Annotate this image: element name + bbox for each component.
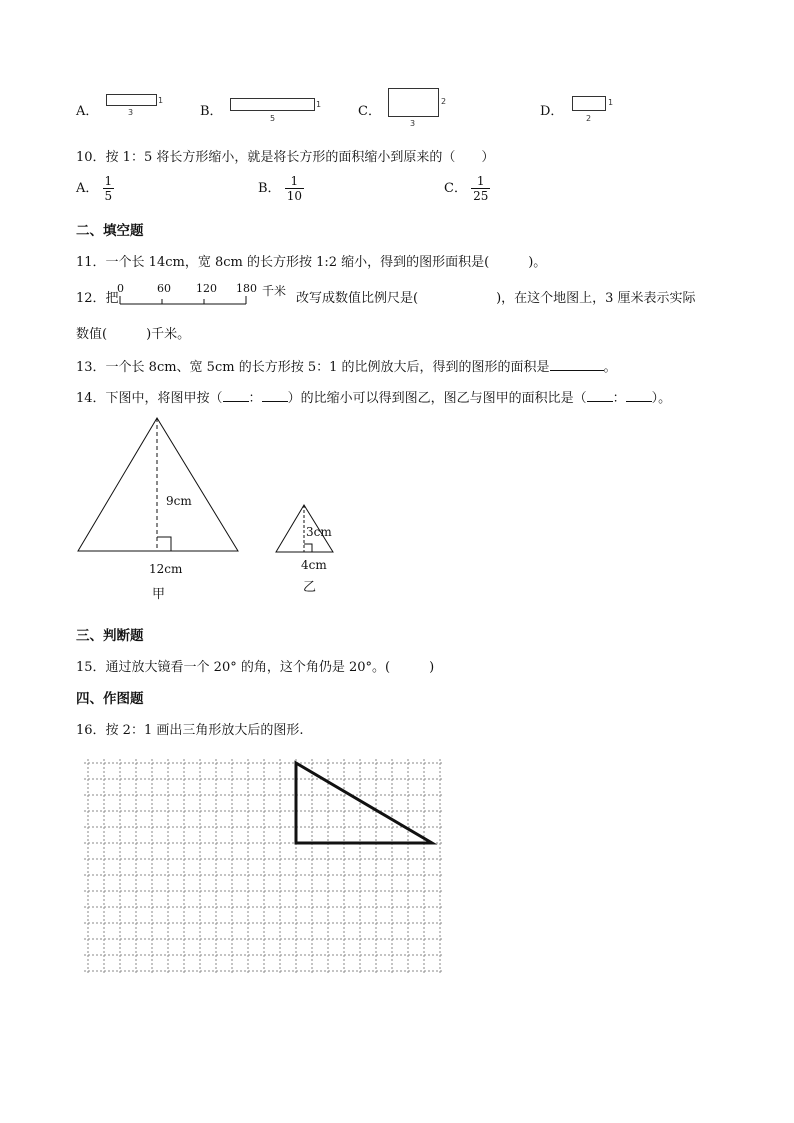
scale-tick-label: 120	[196, 282, 217, 295]
rectangle-figure	[572, 96, 606, 111]
rect-height-label: 1	[158, 96, 164, 105]
answer-blank[interactable]	[223, 401, 249, 402]
q14-text: 14．下图中，将图甲按（ ： ）的比缩小可以得到图乙，图乙与图甲的面积比是（ ： ）。	[76, 391, 672, 406]
q10-option-c	[444, 174, 490, 203]
option-letter: B．	[258, 181, 281, 196]
q12-middle: 改写成数值比例尺是( )，在这个地图上，3 厘米表示实际	[296, 291, 696, 306]
triangle-yi-base-label: 4cm	[301, 558, 327, 572]
option-letter: C．	[358, 104, 381, 119]
rectangle-figure	[106, 94, 157, 106]
section-heading-drawing: 四、作图题	[76, 691, 144, 707]
rectangle-figure	[388, 88, 439, 117]
q15-text: 15．通过放大镜看一个 20° 的角，这个角仍是 20°。( )	[76, 660, 435, 675]
rect-width-label: 3	[128, 108, 134, 117]
option-letter: A．	[76, 104, 99, 119]
q10-option-b	[258, 174, 304, 203]
triangle-jia-figure	[70, 410, 250, 560]
q12-prefix: 12．把	[76, 291, 119, 306]
option-letter: C．	[444, 181, 467, 196]
rect-height-label: 2	[441, 97, 447, 106]
fraction: $\frac{1}{10}$	[286, 174, 302, 203]
q11-text: 11．一个长 14cm，宽 8cm 的长方形按 1:2 缩小，得到的图形面积是( )。	[76, 255, 547, 270]
rectangle-figure	[230, 98, 315, 111]
triangle-yi-height-label: 3cm	[306, 525, 332, 539]
triangle-jia-base-label: 12cm	[149, 562, 183, 576]
fraction: $\frac{1}{25}$	[473, 174, 489, 203]
scale-bar	[118, 294, 250, 306]
rect-width-label: 3	[410, 119, 416, 128]
answer-blank[interactable]	[550, 370, 604, 371]
triangle-jia-name: 甲	[152, 587, 166, 602]
drawing-grid[interactable]	[80, 755, 450, 977]
q12-line2: 数值( )千米。	[76, 327, 191, 342]
triangle-jia-height-label: 9cm	[166, 494, 192, 508]
q10-option-a	[76, 174, 114, 203]
answer-blank[interactable]	[626, 401, 652, 402]
answer-blank[interactable]	[262, 401, 288, 402]
scale-unit: 千米	[262, 284, 287, 298]
given-triangle	[296, 763, 432, 843]
section-heading-fill-in: 二、填空题	[76, 223, 144, 239]
option-letter: B．	[200, 104, 223, 119]
scale-tick-label: 0	[117, 282, 124, 295]
rect-height-label: 1	[316, 100, 322, 109]
q13-text: 13．一个长 8cm、宽 5cm 的长方形按 5：1 的比例放大后，得到的图形的面积是 。	[76, 360, 617, 375]
rect-height-label: 1	[608, 98, 614, 107]
triangle-yi-name: 乙	[303, 580, 317, 595]
section-heading-judgment: 三、判断题	[76, 628, 144, 644]
answer-blank[interactable]	[587, 401, 613, 402]
option-letter: A．	[76, 181, 99, 196]
q10-stem: 10．按 1：5 将长方形缩小，就是将长方形的面积缩小到原来的（ ）	[76, 150, 495, 165]
rect-width-label: 2	[586, 114, 592, 123]
rect-width-label: 5	[270, 114, 276, 123]
scale-tick-label: 180	[236, 282, 257, 295]
scale-tick-label: 60	[157, 282, 171, 295]
q16-text: 16．按 2：1 画出三角形放大后的图形.	[76, 723, 304, 738]
fraction: $\frac{1}{5}$	[104, 174, 113, 203]
option-letter: D．	[540, 104, 564, 119]
